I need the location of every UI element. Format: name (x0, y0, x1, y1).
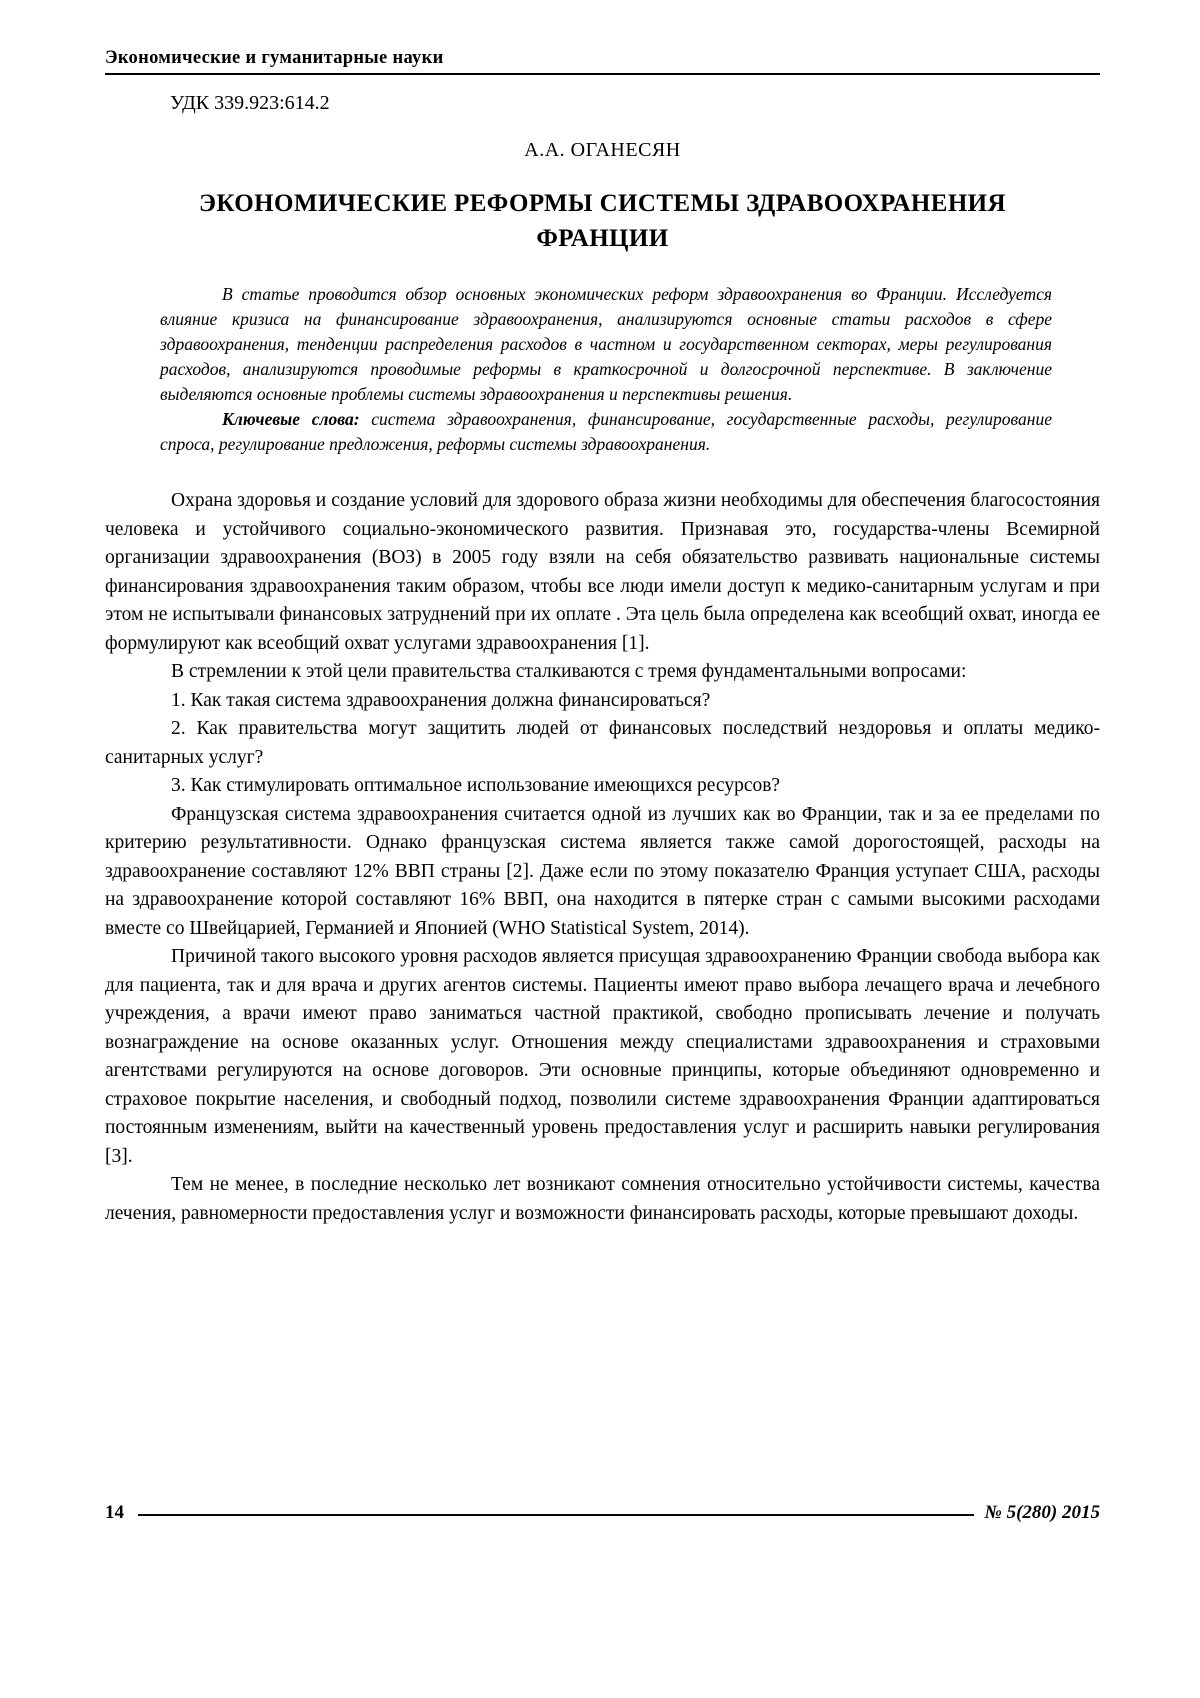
paragraph: Охрана здоровья и создание условий для здорового образа жизни необходимы для обеспечения благосостояния человека и устойчивого социально-экономического развития. Признавая это, государства-члены Всемирной организации здравоохранения (ВОЗ) в 2005 году взяли на себя обязательство развивать национальные системы финансирования здравоохранения таким образом, чтобы все люди имели доступ к медико-санитарным услугам и при этом не испытывали финансовых затруднений при их оплате . Эта цель была определена как всеобщий охват, иногда ее формулируют как всеобщий охват услугами здравоохранения [1]. (105, 490, 1100, 654)
author-name: А.А. ОГАНЕСЯН (524, 139, 681, 161)
paragraph-list-item: 3. Как стимулировать оптимальное использование имеющихся ресурсов? (171, 775, 781, 796)
paragraph-list-item: 2. Как правительства могут защитить людей от финансовых последствий нездоровья и оплаты медико-санитарных услуг? (105, 718, 1100, 768)
journal-header (105, 48, 1100, 75)
paragraph: В стремлении к этой цели правительства сталкиваются с тремя фундаментальными вопросами: (171, 661, 967, 682)
footer-rule (138, 1514, 974, 1516)
keywords-line (160, 407, 1052, 457)
issue-label: № 5(280) 2015 (984, 1502, 1100, 1523)
abstract-text: В статье проводится обзор основных экономических реформ здравоохранения во Франции. Исследуется влияние кризиса на финансирование здравоохранения, анализируются основные статьи расходов в сфере здравоохранения, тенденции распределения расходов в частном и государственном секторах, меры регулирования расходов, анализируются проводимые реформы в краткосрочной и долгосрочной перспективе. В заключение выделяются основные проблемы системы здравоохранения и перспективы решения. (160, 284, 1052, 404)
abstract-block (160, 282, 1052, 457)
paragraph: Тем не менее, в последние несколько лет возникают сомнения относительно устойчивости системы, качества лечения, равномерности предоставления услуг и возможности финансировать расходы, которые превышают доходы. (105, 1174, 1100, 1224)
keywords-label: Ключевые слова: (222, 409, 360, 429)
keywords-text: система здравоохранения, финансирование, государственные расходы, регулирование спроса, регулирование предложения, реформы системы здравоохранения. (160, 409, 1052, 454)
page-number: 14 (105, 1502, 124, 1523)
journal-title: Экономические и гуманитарные науки (105, 48, 444, 68)
paragraph-list-item: 1. Как такая система здравоохранения должна финансироваться? (171, 689, 711, 711)
paragraph: Причиной такого высокого уровня расходов является присущая здравоохранению Франции свобода выбора как для пациента, так и для врача и других агентов системы. Пациенты имеют право выбора лечащего врача и лечебного учреждения, а врачи имеют право заниматься частной практикой, свободно прописывать лечение и получать вознаграждение на основе оказанных услуг. Отношения между специалистами здравоохранения и страховыми агентствами регулируются на основе договоров. Эти основные принципы, которые объединяют одновременно и страховое покрытие населения, и свободный подход, позволили системе здравоохранения Франции адаптироваться постоянным изменениям, выйти на качественный уровень предоставления услуг и расширить навыки регулирования [3]. (105, 946, 1100, 1167)
udc-number: УДК 339.923:614.2 (170, 92, 330, 114)
article-title: ЭКОНОМИЧЕСКИЕ РЕФОРМЫ СИСТЕМЫ ЗДРАВООХРАНЕНИЯ ФРАНЦИИ (199, 190, 1006, 252)
page-footer (105, 1502, 1100, 1524)
article-body (105, 487, 1100, 1228)
paragraph: Французская система здравоохранения считается одной из лучших как во Франции, так и за ее пределами по критерию результативности. Однако французская система является также самой дорогостоящей, расходы на здравоохранение составляют 12% ВВП страны [2]. Даже если по этому показателю Франция уступает США, расходы на здравоохранение которой составляют 16% ВВП, она находится в пятерке стран с самыми высокими расходами вместе со Швейцарией, Германией и Японией (WHO Statistical System, 2014). (105, 803, 1100, 939)
